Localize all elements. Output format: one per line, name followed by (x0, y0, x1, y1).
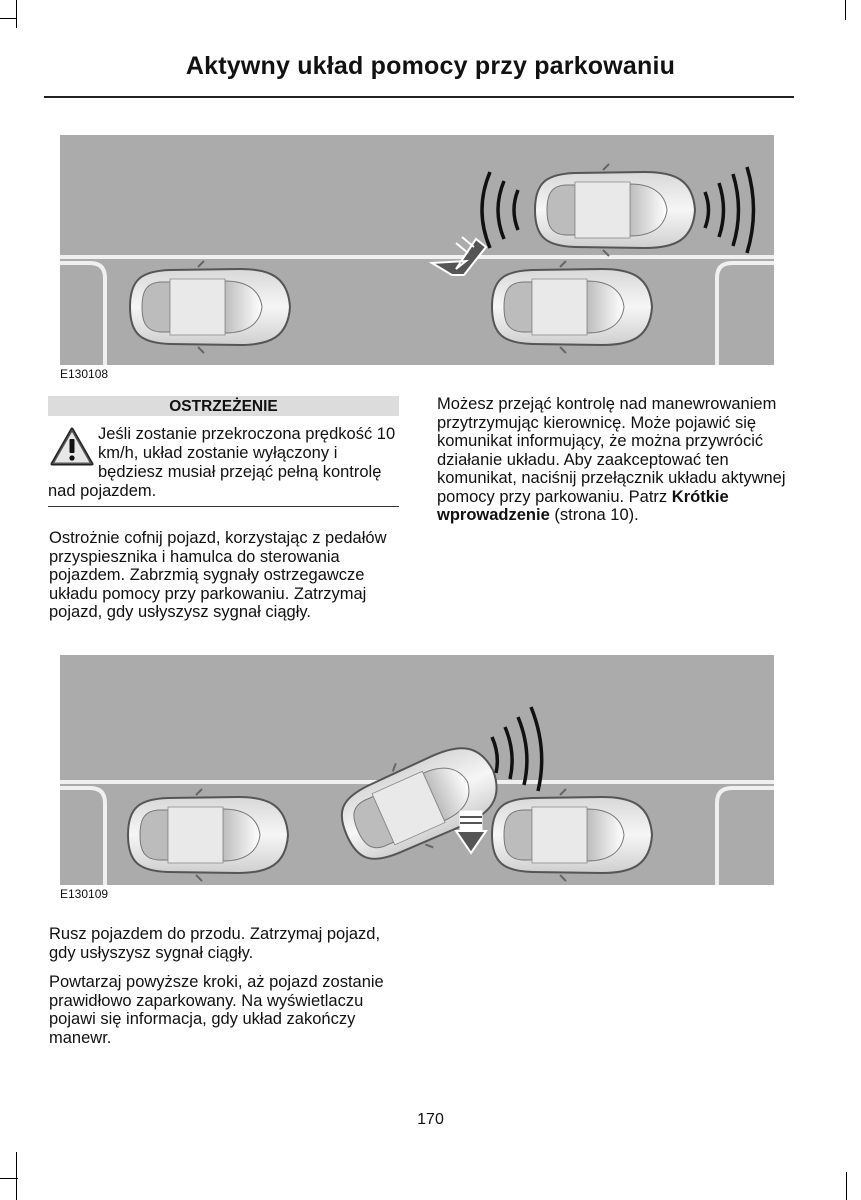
left-paragraph-reverse (49, 529, 399, 622)
warning-body (48, 425, 400, 501)
paragraph-text: Możesz przejąć kontrolę nad manewrowaniem przytrzymując kierownicę. Może pojawić się komunikat informujący, że można przywrócić działanie układu. Aby zaakceptować ten komunikat, naciśnij przełącznik układu aktywnej pomocy przy parkowaniu. Patrz (437, 395, 786, 506)
right-paragraph-takeover (437, 395, 793, 525)
page-title: Aktywny układ pomocy przy parkowaniu (185, 52, 676, 80)
figure-code: E130109 (60, 887, 109, 901)
paragraph-text: Powtarzaj powyższe kroki, aż pojazd zostanie prawidłowo zaparkowany. Na wyświetlaczu pojawi się informacja, gdy układ zakończy manewr. (49, 973, 384, 1047)
page-number: 170 (417, 1111, 444, 1128)
crop-mark-top-right-v (845, 0, 846, 20)
parallel-parking-exit-diagram (60, 135, 774, 365)
crop-mark-bottom-left-v (16, 1152, 17, 1200)
warning-triangle-icon (50, 427, 94, 467)
crop-mark-top-left-v (16, 0, 17, 28)
figure-parking-maneuver (60, 655, 774, 885)
figure-parking-exit (60, 135, 774, 365)
title-divider (44, 96, 794, 98)
warning-heading: OSTRZEŻENIE (48, 396, 399, 416)
bottom-paragraph-forward (49, 925, 399, 962)
crop-mark-top-left-h (0, 18, 16, 19)
warning-text: Jeśli zostanie przekroczona prędkość 10 km/h, układ zostanie wyłączony i będziesz musiał przejąć pełną kontrolę nad pojazdem. (48, 425, 396, 500)
figure-code: E130108 (60, 367, 109, 381)
paragraph-text: Ostrożnie cofnij pojazd, korzystając z pedałów przyspiesznika i hamulca do sterowania pojazdem. Zabrzmią sygnały ostrzegawcze układu pomocy przy parkowaniu. Zatrzymaj pojazd, gdy usłyszysz sygnał ciągły. (49, 529, 387, 621)
crop-mark-bottom-right-v (846, 1172, 847, 1200)
arrow-forward-icon (456, 811, 486, 853)
parallel-parking-maneuver-diagram (60, 655, 774, 885)
paragraph-text: Rusz pojazdem do przodu. Zatrzymaj pojazd, gdy usłyszysz sygnał ciągły. (49, 925, 381, 962)
reference-page: (strona 10). (554, 506, 639, 524)
crop-mark-bottom-left-h (0, 1178, 18, 1179)
bottom-paragraph-repeat (49, 973, 399, 1047)
reference-link[interactable]: Krótkie wprowadzenie (437, 487, 729, 524)
warning-divider (48, 506, 399, 507)
